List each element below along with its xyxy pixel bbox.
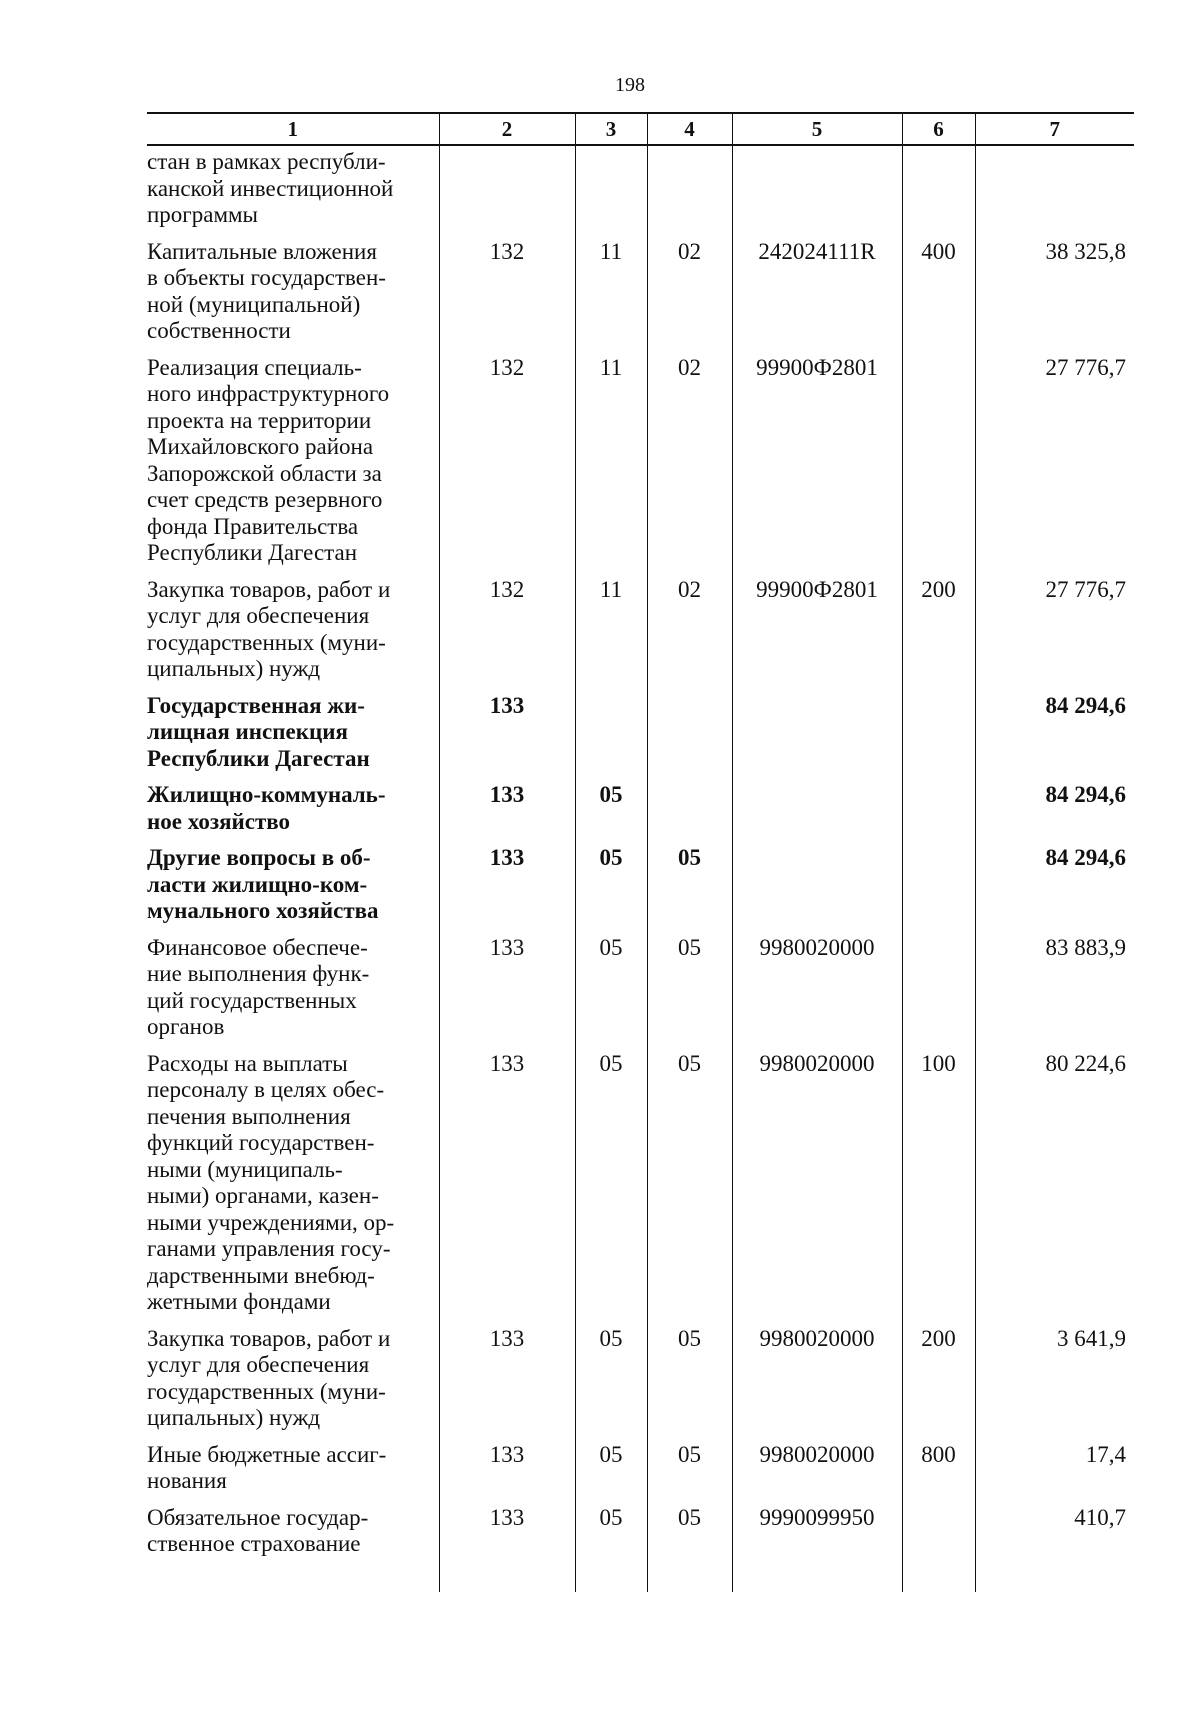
item-name-cell: Расходы на выплаты персоналу в целях обес- печения выполнения функций государствен- ными (муниципаль- ными) органами, казен- ными учреждениями, ор- ганами управления госу- дарственными внебюд- жетными фондами xyxy=(147,1051,439,1326)
item-name-cell: Иные бюджетные ассиг- нования xyxy=(147,1442,439,1505)
section-code-cell: 05 xyxy=(575,1051,647,1326)
subsection-code-cell xyxy=(647,693,732,783)
column-header: 5 xyxy=(732,113,902,145)
expense-type-code-cell xyxy=(902,935,975,1051)
item-name-cell: Государственная жи- лищная инспекция Республики Дагестан xyxy=(147,693,439,783)
column-header: 6 xyxy=(902,113,975,145)
expense-type-code-cell xyxy=(902,1505,975,1568)
ministry-code-cell: 133 xyxy=(439,1442,575,1505)
amount-cell: 17,4 xyxy=(975,1442,1134,1505)
ministry-code-cell: 133 xyxy=(439,845,575,935)
item-name-cell: стан в рамках республи- канской инвестиционной программы xyxy=(147,145,439,239)
amount-cell: 84 294,6 xyxy=(975,782,1134,845)
ministry-code-cell: 133 xyxy=(439,1326,575,1442)
target-item-code-cell: 9980020000 xyxy=(732,935,902,1051)
item-name-cell: Закупка товаров, работ и услуг для обеспечения государственных (муни- ципальных) нужд xyxy=(147,577,439,693)
amount-cell: 3 641,9 xyxy=(975,1326,1134,1442)
spacer-cell xyxy=(439,1568,575,1592)
table-row xyxy=(147,239,1134,355)
subsection-code-cell: 02 xyxy=(647,577,732,693)
amount-cell: 410,7 xyxy=(975,1505,1134,1568)
spacer-cell xyxy=(647,1568,732,1592)
expense-type-code-cell xyxy=(902,782,975,845)
section-code-cell: 05 xyxy=(575,782,647,845)
target-item-code-cell: 99900Ф2801 xyxy=(732,355,902,577)
subsection-code-cell: 05 xyxy=(647,1326,732,1442)
item-name-cell: Обязательное государ- ственное страхование xyxy=(147,1505,439,1568)
page-number: 198 xyxy=(615,74,645,96)
expense-type-code-cell xyxy=(902,355,975,577)
amount-cell: 84 294,6 xyxy=(975,845,1134,935)
expense-type-code-cell: 200 xyxy=(902,1326,975,1442)
table-end-spacer xyxy=(147,1568,1134,1592)
spacer-cell xyxy=(975,1568,1134,1592)
spacer-cell xyxy=(732,1568,902,1592)
subsection-code-cell: 05 xyxy=(647,845,732,935)
target-item-code-cell xyxy=(732,845,902,935)
ministry-code-cell: 133 xyxy=(439,1505,575,1568)
item-name-cell: Капитальные вложения в объекты государствен- ной (муниципальной) собственности xyxy=(147,239,439,355)
table-row xyxy=(147,1051,1134,1326)
section-code-cell: 11 xyxy=(575,577,647,693)
section-code-cell: 05 xyxy=(575,845,647,935)
spacer-cell xyxy=(575,1568,647,1592)
subsection-code-cell xyxy=(647,782,732,845)
budget-table xyxy=(147,112,1134,1592)
section-code-cell: 05 xyxy=(575,1442,647,1505)
ministry-code-cell: 133 xyxy=(439,935,575,1051)
subsection-code-cell: 05 xyxy=(647,1442,732,1505)
amount-cell: 80 224,6 xyxy=(975,1051,1134,1326)
item-name-cell: Финансовое обеспече- ние выполнения функ- ций государственных органов xyxy=(147,935,439,1051)
item-name-cell: Жилищно-коммуналь- ное хозяйство xyxy=(147,782,439,845)
table-row xyxy=(147,935,1134,1051)
ministry-code-cell: 132 xyxy=(439,239,575,355)
section-code-cell: 11 xyxy=(575,239,647,355)
expense-type-code-cell: 200 xyxy=(902,577,975,693)
ministry-code-cell: 132 xyxy=(439,577,575,693)
subsection-code-cell xyxy=(647,145,732,239)
table-row xyxy=(147,782,1134,845)
column-header: 3 xyxy=(575,113,647,145)
item-name-cell: Другие вопросы в об- ласти жилищно-ком- мунального хозяйства xyxy=(147,845,439,935)
target-item-code-cell: 9990099950 xyxy=(732,1505,902,1568)
expense-type-code-cell xyxy=(902,693,975,783)
section-code-cell xyxy=(575,145,647,239)
target-item-code-cell: 9980020000 xyxy=(732,1051,902,1326)
table-row xyxy=(147,845,1134,935)
item-name-cell: Реализация специаль- ного инфраструктурного проекта на территории Михайловского района Запорожской области за счет средств резервного фонда Правительства Республики Дагестан xyxy=(147,355,439,577)
subsection-code-cell: 05 xyxy=(647,935,732,1051)
spacer-cell xyxy=(902,1568,975,1592)
table-row xyxy=(147,145,1134,239)
amount-cell: 38 325,8 xyxy=(975,239,1134,355)
subsection-code-cell: 05 xyxy=(647,1505,732,1568)
table-row xyxy=(147,1326,1134,1442)
target-item-code-cell: 242024111R xyxy=(732,239,902,355)
amount-cell: 27 776,7 xyxy=(975,577,1134,693)
section-code-cell: 05 xyxy=(575,1326,647,1442)
item-name-cell: Закупка товаров, работ и услуг для обеспечения государственных (муни- ципальных) нужд xyxy=(147,1326,439,1442)
expense-type-code-cell xyxy=(902,145,975,239)
target-item-code-cell xyxy=(732,782,902,845)
amount-cell xyxy=(975,145,1134,239)
amount-cell: 84 294,6 xyxy=(975,693,1134,783)
amount-cell: 83 883,9 xyxy=(975,935,1134,1051)
table-row xyxy=(147,693,1134,783)
amount-cell: 27 776,7 xyxy=(975,355,1134,577)
subsection-code-cell: 02 xyxy=(647,355,732,577)
column-header: 4 xyxy=(647,113,732,145)
target-item-code-cell: 9980020000 xyxy=(732,1326,902,1442)
ministry-code-cell: 133 xyxy=(439,1051,575,1326)
ministry-code-cell: 132 xyxy=(439,355,575,577)
section-code-cell xyxy=(575,693,647,783)
table-row xyxy=(147,1505,1134,1568)
table-row xyxy=(147,577,1134,693)
target-item-code-cell xyxy=(732,693,902,783)
subsection-code-cell: 02 xyxy=(647,239,732,355)
target-item-code-cell xyxy=(732,145,902,239)
ministry-code-cell: 133 xyxy=(439,693,575,783)
section-code-cell: 05 xyxy=(575,1505,647,1568)
table-row xyxy=(147,355,1134,577)
table-header-row xyxy=(147,113,1134,145)
expense-type-code-cell xyxy=(902,845,975,935)
section-code-cell: 05 xyxy=(575,935,647,1051)
target-item-code-cell: 9980020000 xyxy=(732,1442,902,1505)
spacer-cell xyxy=(147,1568,439,1592)
column-header: 2 xyxy=(439,113,575,145)
table-row xyxy=(147,1442,1134,1505)
expense-type-code-cell: 100 xyxy=(902,1051,975,1326)
subsection-code-cell: 05 xyxy=(647,1051,732,1326)
ministry-code-cell: 133 xyxy=(439,782,575,845)
ministry-code-cell xyxy=(439,145,575,239)
target-item-code-cell: 99900Ф2801 xyxy=(732,577,902,693)
column-header: 7 xyxy=(975,113,1134,145)
column-header: 1 xyxy=(147,113,439,145)
expense-type-code-cell: 800 xyxy=(902,1442,975,1505)
table-body xyxy=(147,145,1134,1592)
expense-type-code-cell: 400 xyxy=(902,239,975,355)
section-code-cell: 11 xyxy=(575,355,647,577)
